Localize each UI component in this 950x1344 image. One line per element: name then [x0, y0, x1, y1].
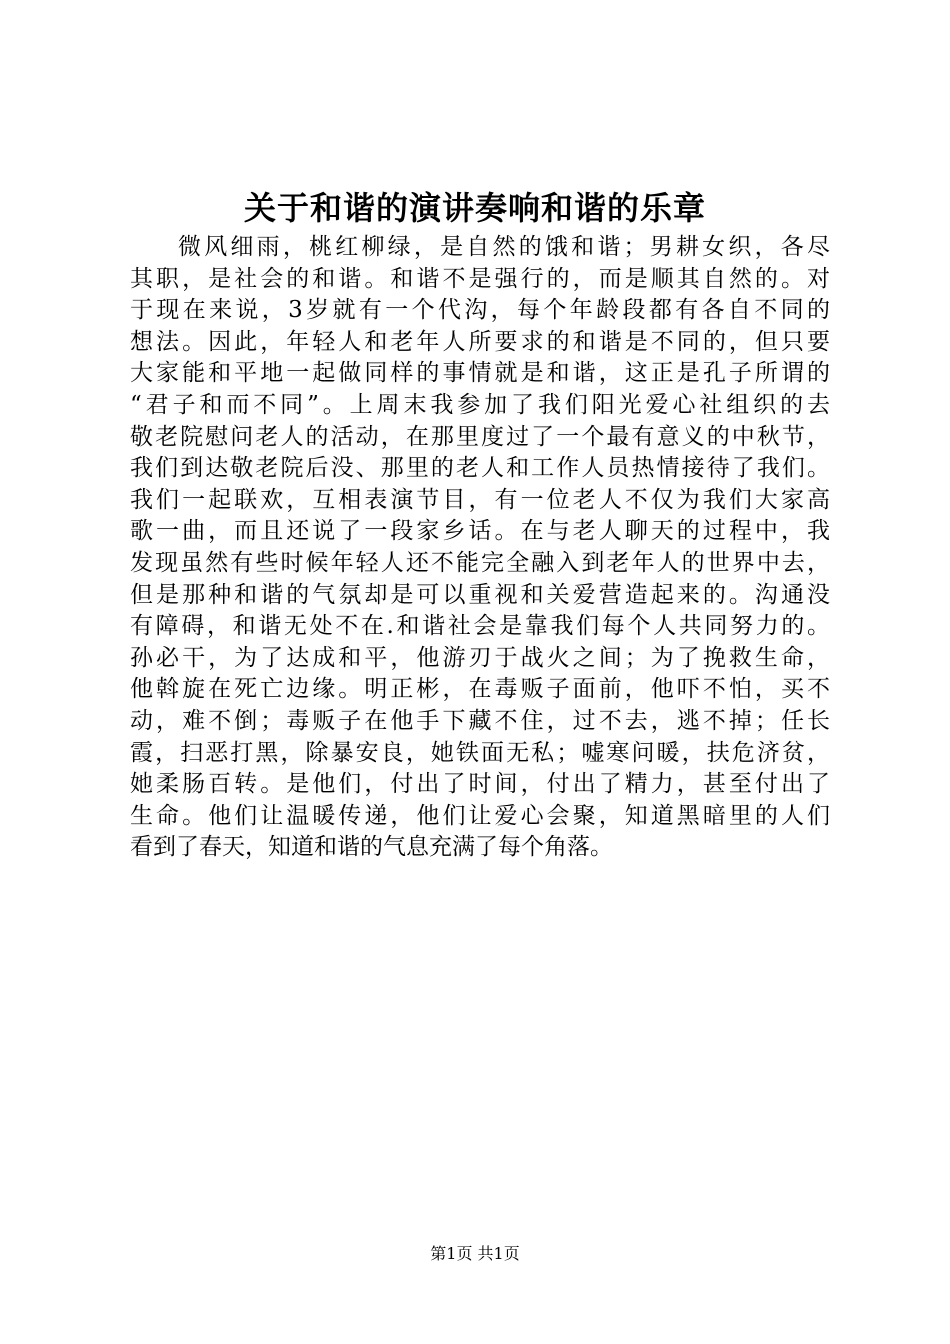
paragraph-line: 她柔肠百转。是他们，付出了时间，付出了精力，甚至付出了	[130, 771, 830, 798]
paragraph-line: 敬老院慰问老人的活动，在那里度过了一个最有意义的中秋节，	[130, 423, 830, 450]
paragraph-line: 发现虽然有些时候年轻人还不能完全融入到老年人的世界中去，	[130, 549, 830, 576]
page-number-footer: 第1页 共1页	[430, 1244, 520, 1263]
paragraph-line: 大家能和平地一起做同样的事情就是和谐，这正是孔子所谓的	[130, 360, 830, 387]
paragraph-line: 其职，是社会的和谐。和谐不是强行的，而是顺其自然的。对	[130, 265, 830, 292]
paragraph-line: 生命。他们让温暖传递，他们让爱心会聚，知道黑暗里的人们	[130, 802, 830, 829]
document-title: 关于和谐的演讲奏响和谐的乐章	[243, 189, 706, 227]
paragraph-line: 动，难不倒；毒贩子在他手下藏不住，过不去，逃不掉；任长	[130, 707, 830, 734]
paragraph-line: 霞，扫恶打黑，除暴安良，她铁面无私；嘘寒问暖，扶危济贫，	[130, 739, 830, 766]
paragraph-line: 想法。因此，年轻人和老年人所要求的和谐是不同的，但只要	[130, 328, 830, 355]
paragraph-line: 我们一起联欢，互相表演节目，有一位老人不仅为我们大家高	[130, 486, 830, 513]
paragraph-line: “君子和而不同”。上周末我参加了我们阳光爱心社组织的去	[130, 391, 830, 418]
paragraph-line: 微风细雨，桃红柳绿，是自然的饿和谐；男耕女织，各尽	[178, 234, 830, 260]
document-body	[130, 232, 830, 864]
paragraph-line: 看到了春天，知道和谐的气息充满了每个角落。	[130, 834, 613, 861]
paragraph-line: 歌一曲，而且还说了一段家乡话。在与老人聊天的过程中，我	[130, 518, 830, 545]
paragraph-line: 于现在来说，3岁就有一个代沟，每个年龄段都有各自不同的	[130, 297, 830, 324]
paragraph-line: 但是那种和谐的气氛却是可以重视和关爱营造起来的。沟通没	[130, 581, 830, 608]
paragraph-line: 他斡旋在死亡边缘。明正彬，在毒贩子面前，他吓不怕，买不	[130, 676, 830, 703]
paragraph-line: 孙必干，为了达成和平，他游刃于战火之间；为了挽救生命，	[130, 644, 830, 671]
paragraph-line: 有障碍，和谐无处不在.和谐社会是靠我们每个人共同努力的。	[130, 613, 830, 640]
paragraph-line: 我们到达敬老院后没、那里的老人和工作人员热情接待了我们。	[130, 455, 830, 482]
